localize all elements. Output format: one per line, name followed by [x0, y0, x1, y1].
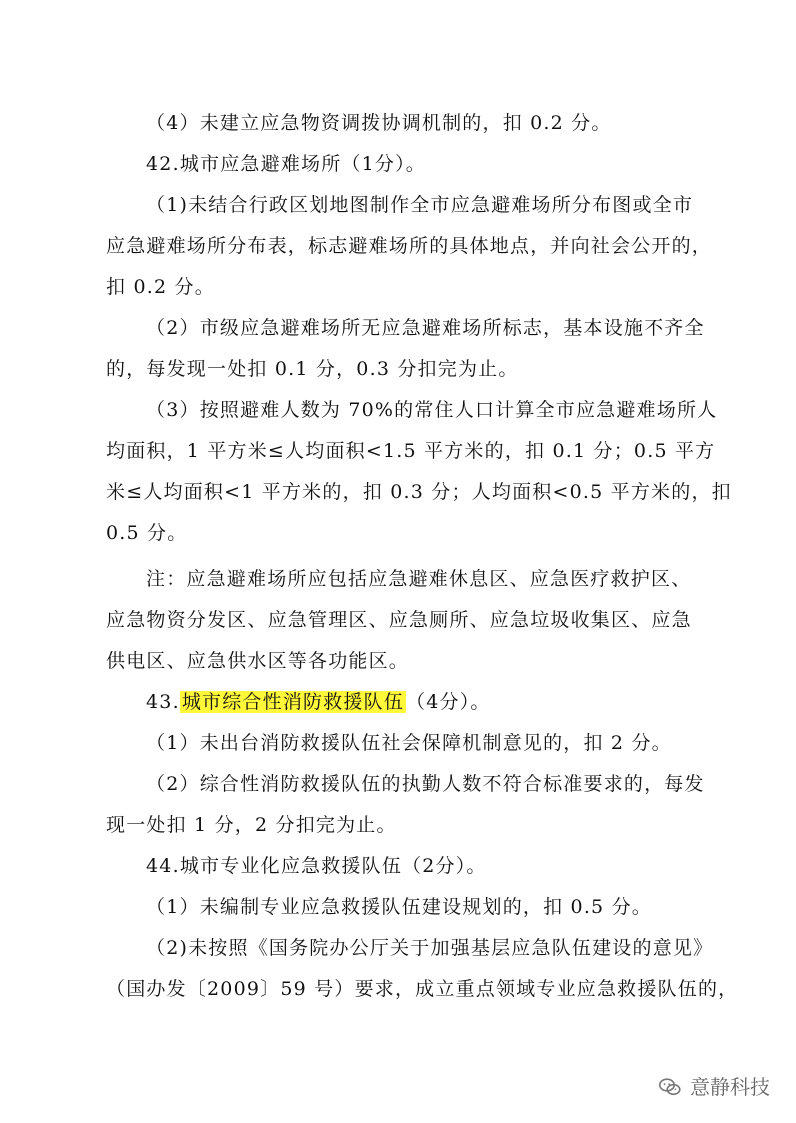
text-line-10: 米≤人均面积<1 平方米的，扣 0.3 分；人均面积<0.5 平方米的，扣 — [106, 481, 732, 503]
heading-43 — [146, 690, 736, 714]
text-line-7: 的，每发现一处扣 0.1 分，0.3 分扣完为止。 — [106, 358, 519, 380]
watermark-text: 意静科技 — [690, 1075, 770, 1099]
text-line-16: （1）未出台消防救援队伍社会保障机制意见的，扣 2 分。 — [146, 732, 672, 754]
note-line-3: 供电区、应急供水区等各功能区。 — [106, 650, 410, 672]
text-line-21: （2)未按照《国务院办公厅关于加强基层应急队伍建设的意见》 — [146, 937, 714, 959]
text-line-11: 0.5 分。 — [106, 522, 188, 544]
text-line-8: （3）按照避难人数为 70%的常住人口计算全市应急避难场所人 — [146, 399, 718, 421]
heading-42: 42.城市应急避难场所（1分）。 — [146, 153, 427, 175]
text-line-3: （1)未结合行政区划地图制作全市应急避难场所分布图或全市 — [146, 194, 694, 216]
text-line-17: （2）综合性消防救援队伍的执勤人数不符合标准要求的，每发 — [146, 773, 705, 795]
text-line-20: （1）未编制专业应急救援队伍建设规划的，扣 0.5 分。 — [146, 896, 652, 918]
note-line-1: 注：应急避难场所应包括应急避难休息区、应急医疗救护区、 — [146, 568, 692, 590]
watermark — [658, 1075, 770, 1099]
text-line-1: （4）未建立应急物资调拨协调机制的，扣 0.2 分。 — [146, 112, 612, 134]
note-line-2: 应急物资分发区、应急管理区、应急厕所、应急垃圾收集区、应急 — [106, 609, 692, 631]
text-line-4: 应急避难场所分布表，标志避难场所的具体地点，并向社会公开的， — [106, 235, 713, 257]
heading-43-number: 43. — [146, 691, 180, 713]
text-line-22: （国办发〔2009〕59 号）要求，成立重点领域专业应急救援队伍的， — [106, 978, 739, 1000]
text-line-5: 扣 0.2 分。 — [106, 276, 215, 298]
highlighted-title: 城市综合性消防救援队伍 — [181, 691, 405, 713]
text-line-18: 现一处扣 1 分，2 分扣完为止。 — [106, 814, 397, 836]
text-line-9: 均面积，1 平方米≤人均面积<1.5 平方米的，扣 0.1 分；0.5 平方 — [106, 440, 716, 462]
heading-43-score: （4分）。 — [406, 691, 491, 713]
text-line-6: （2）市级应急避难场所无应急避难场所标志，基本设施不齐全 — [146, 317, 705, 339]
heading-44: 44.城市专业化应急救援队伍（2分）。 — [146, 855, 487, 877]
wechat-icon — [658, 1077, 682, 1097]
